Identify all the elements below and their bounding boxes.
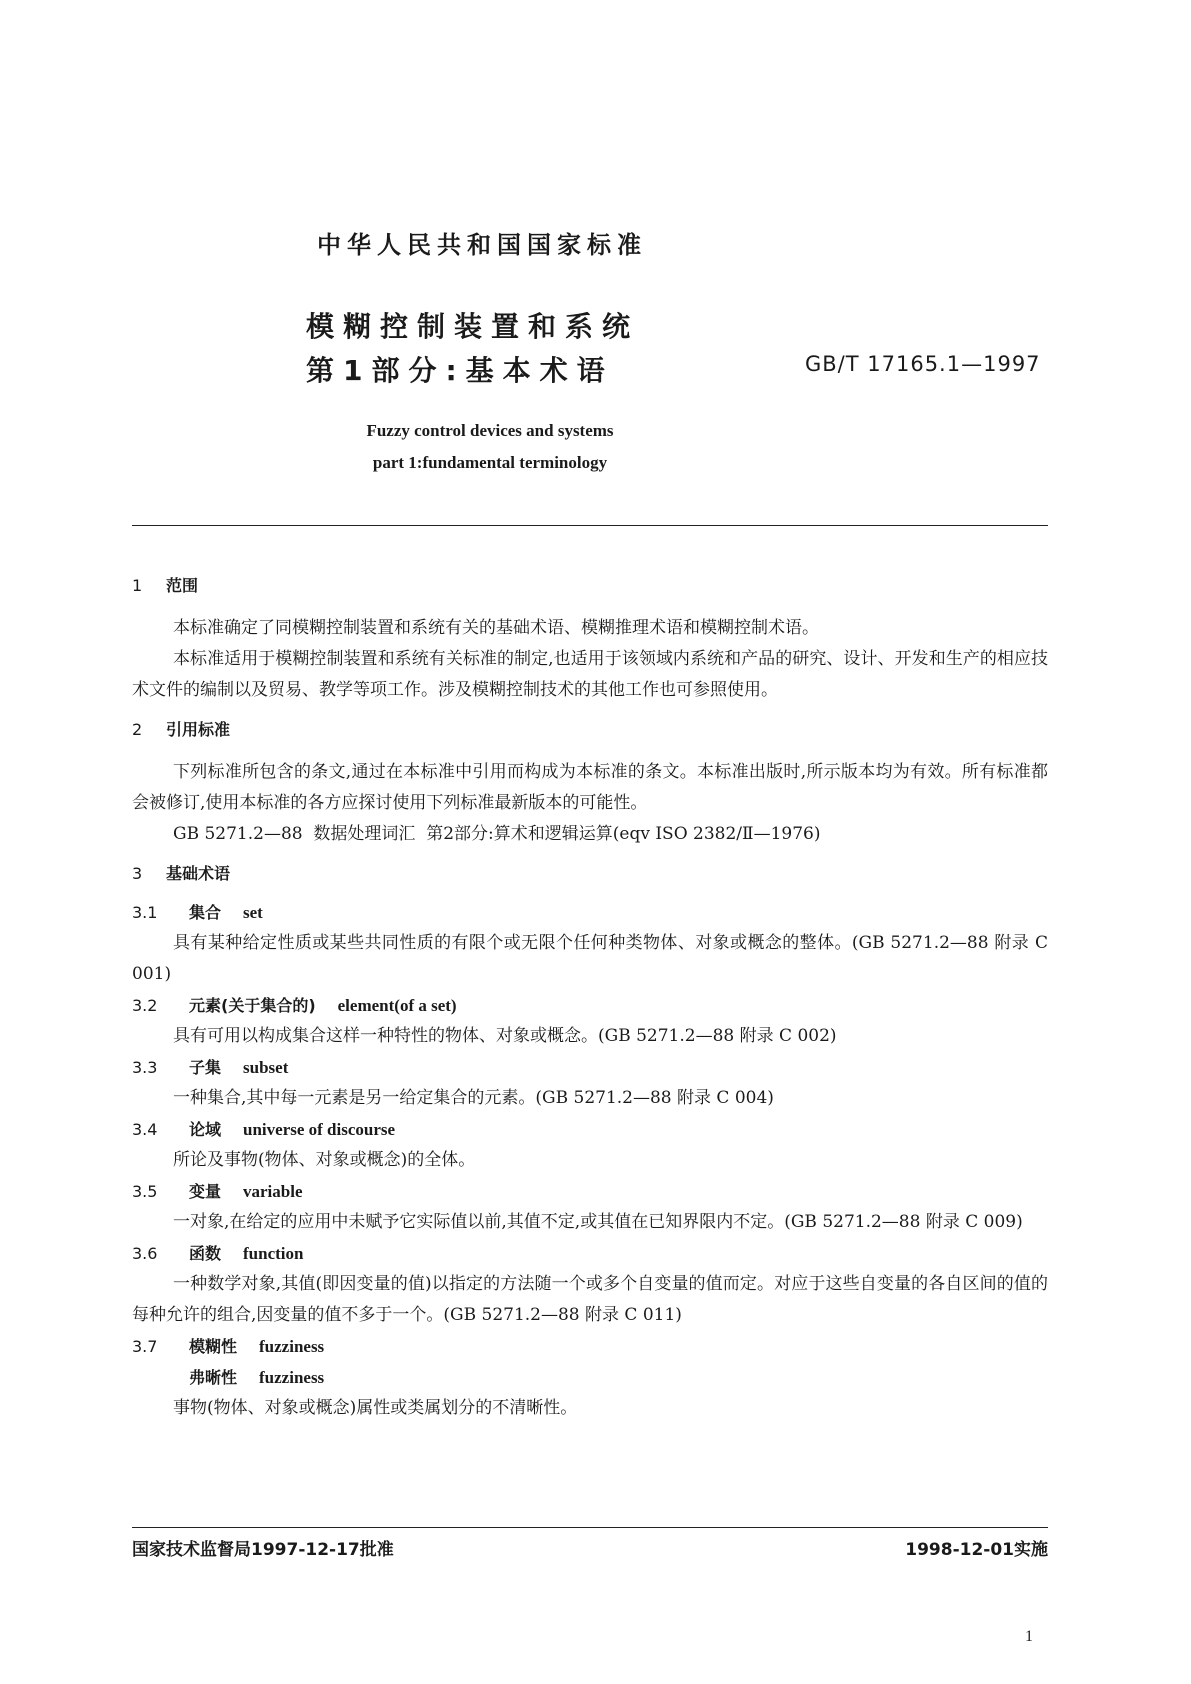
term-heading: [132, 990, 1048, 1021]
term-english: element(of a set): [337, 996, 457, 1015]
synonym-english: fuzziness: [259, 1368, 325, 1387]
section-number: 3: [132, 864, 143, 883]
document-body: [132, 570, 1048, 1424]
footer-divider: [132, 1527, 1048, 1528]
section-1-paragraph-1: 本标准确定了同模糊控制装置和系统有关的基础术语、模糊推理术语和模糊控制术语。: [173, 618, 819, 638]
term-heading: [132, 897, 1048, 928]
term-3-1: [132, 897, 1048, 990]
term-chinese: 论域: [189, 1120, 222, 1139]
term-definition: 具有某种给定性质或某些共同性质的有限个或无限个任何种类物体、对象或概念的整体。(GB 5271.2—88 附录 C 001): [132, 933, 1048, 984]
section-number: 2: [132, 720, 143, 739]
term-number: 3.6: [132, 1244, 158, 1263]
section-1-paragraph-2: 本标准适用于模糊控制装置和系统有关标准的制定,也适用于该领域内系统和产品的研究、设计、开发和生产的相应技术文件的编制以及贸易、教学等项工作。涉及模糊控制技术的其他工作也可参照使用。: [132, 649, 1048, 700]
section-title: 范围: [166, 576, 199, 595]
section-2-heading: [132, 714, 1048, 745]
english-title-line-1: Fuzzy control devices and systems: [366, 421, 614, 440]
national-standard-heading: 中华人民共和国国家标准: [317, 231, 647, 259]
term-chinese: 变量: [189, 1182, 222, 1201]
term-number: 3.5: [132, 1182, 158, 1201]
term-definition: 一对象,在给定的应用中未赋予它实际值以前,其值不定,或其值在已知界限内不定。(GB 5271.2—88 附录 C 009): [173, 1212, 1023, 1232]
english-title-line-2: part 1:fundamental terminology: [372, 453, 608, 472]
term-heading: [132, 1331, 1048, 1362]
term-synonym: [132, 1362, 1048, 1393]
effective-date: 1998-12-01实施: [905, 1540, 1048, 1560]
term-3-3: [132, 1052, 1048, 1114]
term-definition: 一种集合,其中每一元素是另一给定集合的元素。(GB 5271.2—88 附录 C 004): [173, 1088, 774, 1108]
term-definition: 一种数学对象,其值(即因变量的值)以指定的方法随一个或多个自变量的值而定。对应于这些自变量的各自区间的值的每种允许的组合,因变量的值不多于一个。(GB 5271.2—88 附录 C 011): [132, 1274, 1048, 1325]
term-3-4: [132, 1114, 1048, 1176]
section-title: 引用标准: [166, 720, 231, 739]
header-divider: [132, 525, 1048, 526]
term-english: variable: [243, 1182, 303, 1201]
term-3-6: [132, 1238, 1048, 1331]
title-line-1: 模糊控制装置和系统: [306, 310, 640, 343]
section-2-paragraph-1: 下列标准所包含的条文,通过在本标准中引用而构成为本标准的条文。本标准出版时,所示版本均为有效。所有标准都会被修订,使用本标准的各方应探讨使用下列标准最新版本的可能性。: [132, 762, 1048, 813]
term-heading: [132, 1176, 1048, 1207]
term-english: function: [243, 1244, 304, 1263]
term-3-5: [132, 1176, 1048, 1238]
term-3-2: [132, 990, 1048, 1052]
section-number: 1: [132, 576, 143, 595]
term-chinese: 子集: [189, 1058, 222, 1077]
standard-code: GB/T 17165.1—1997: [805, 352, 1041, 376]
term-number: 3.4: [132, 1120, 158, 1139]
title-line-2: 第1部分:基本术语: [306, 354, 614, 387]
section-1-heading: [132, 570, 1048, 601]
term-heading: [132, 1238, 1048, 1269]
term-number: 3.3: [132, 1058, 158, 1077]
term-number: 3.1: [132, 903, 158, 922]
term-heading: [132, 1052, 1048, 1083]
term-english: universe of discourse: [243, 1120, 396, 1139]
term-definition: 事物(物体、对象或概念)属性或类属划分的不清晰性。: [173, 1398, 578, 1418]
term-number: 3.7: [132, 1337, 158, 1356]
term-english: subset: [243, 1058, 289, 1077]
section-title: 基础术语: [166, 864, 231, 883]
english-title: [0, 415, 980, 479]
synonym-chinese: 弗晰性: [189, 1368, 238, 1387]
term-chinese: 元素(关于集合的): [189, 996, 316, 1015]
term-number: 3.2: [132, 996, 158, 1015]
term-chinese: 集合: [189, 903, 222, 922]
term-heading: [132, 1114, 1048, 1145]
section-3-heading: [132, 858, 1048, 889]
term-english: fuzziness: [259, 1337, 325, 1356]
term-english: set: [243, 903, 263, 922]
term-3-7: [132, 1331, 1048, 1424]
document-title: [306, 305, 639, 393]
term-chinese: 函数: [189, 1244, 222, 1263]
approval-date: 国家技术监督局1997-12-17批准: [132, 1540, 394, 1560]
section-2-reference: GB 5271.2—88 数据处理词汇 第2部分:算术和逻辑运算(eqv ISO 2382/Ⅱ—1976): [173, 824, 821, 844]
page-number: 1: [1025, 1628, 1033, 1645]
term-chinese: 模糊性: [189, 1337, 238, 1356]
term-definition: 具有可用以构成集合这样一种特性的物体、对象或概念。(GB 5271.2—88 附录 C 002): [173, 1026, 837, 1046]
term-definition: 所论及事物(物体、对象或概念)的全体。: [173, 1150, 476, 1170]
